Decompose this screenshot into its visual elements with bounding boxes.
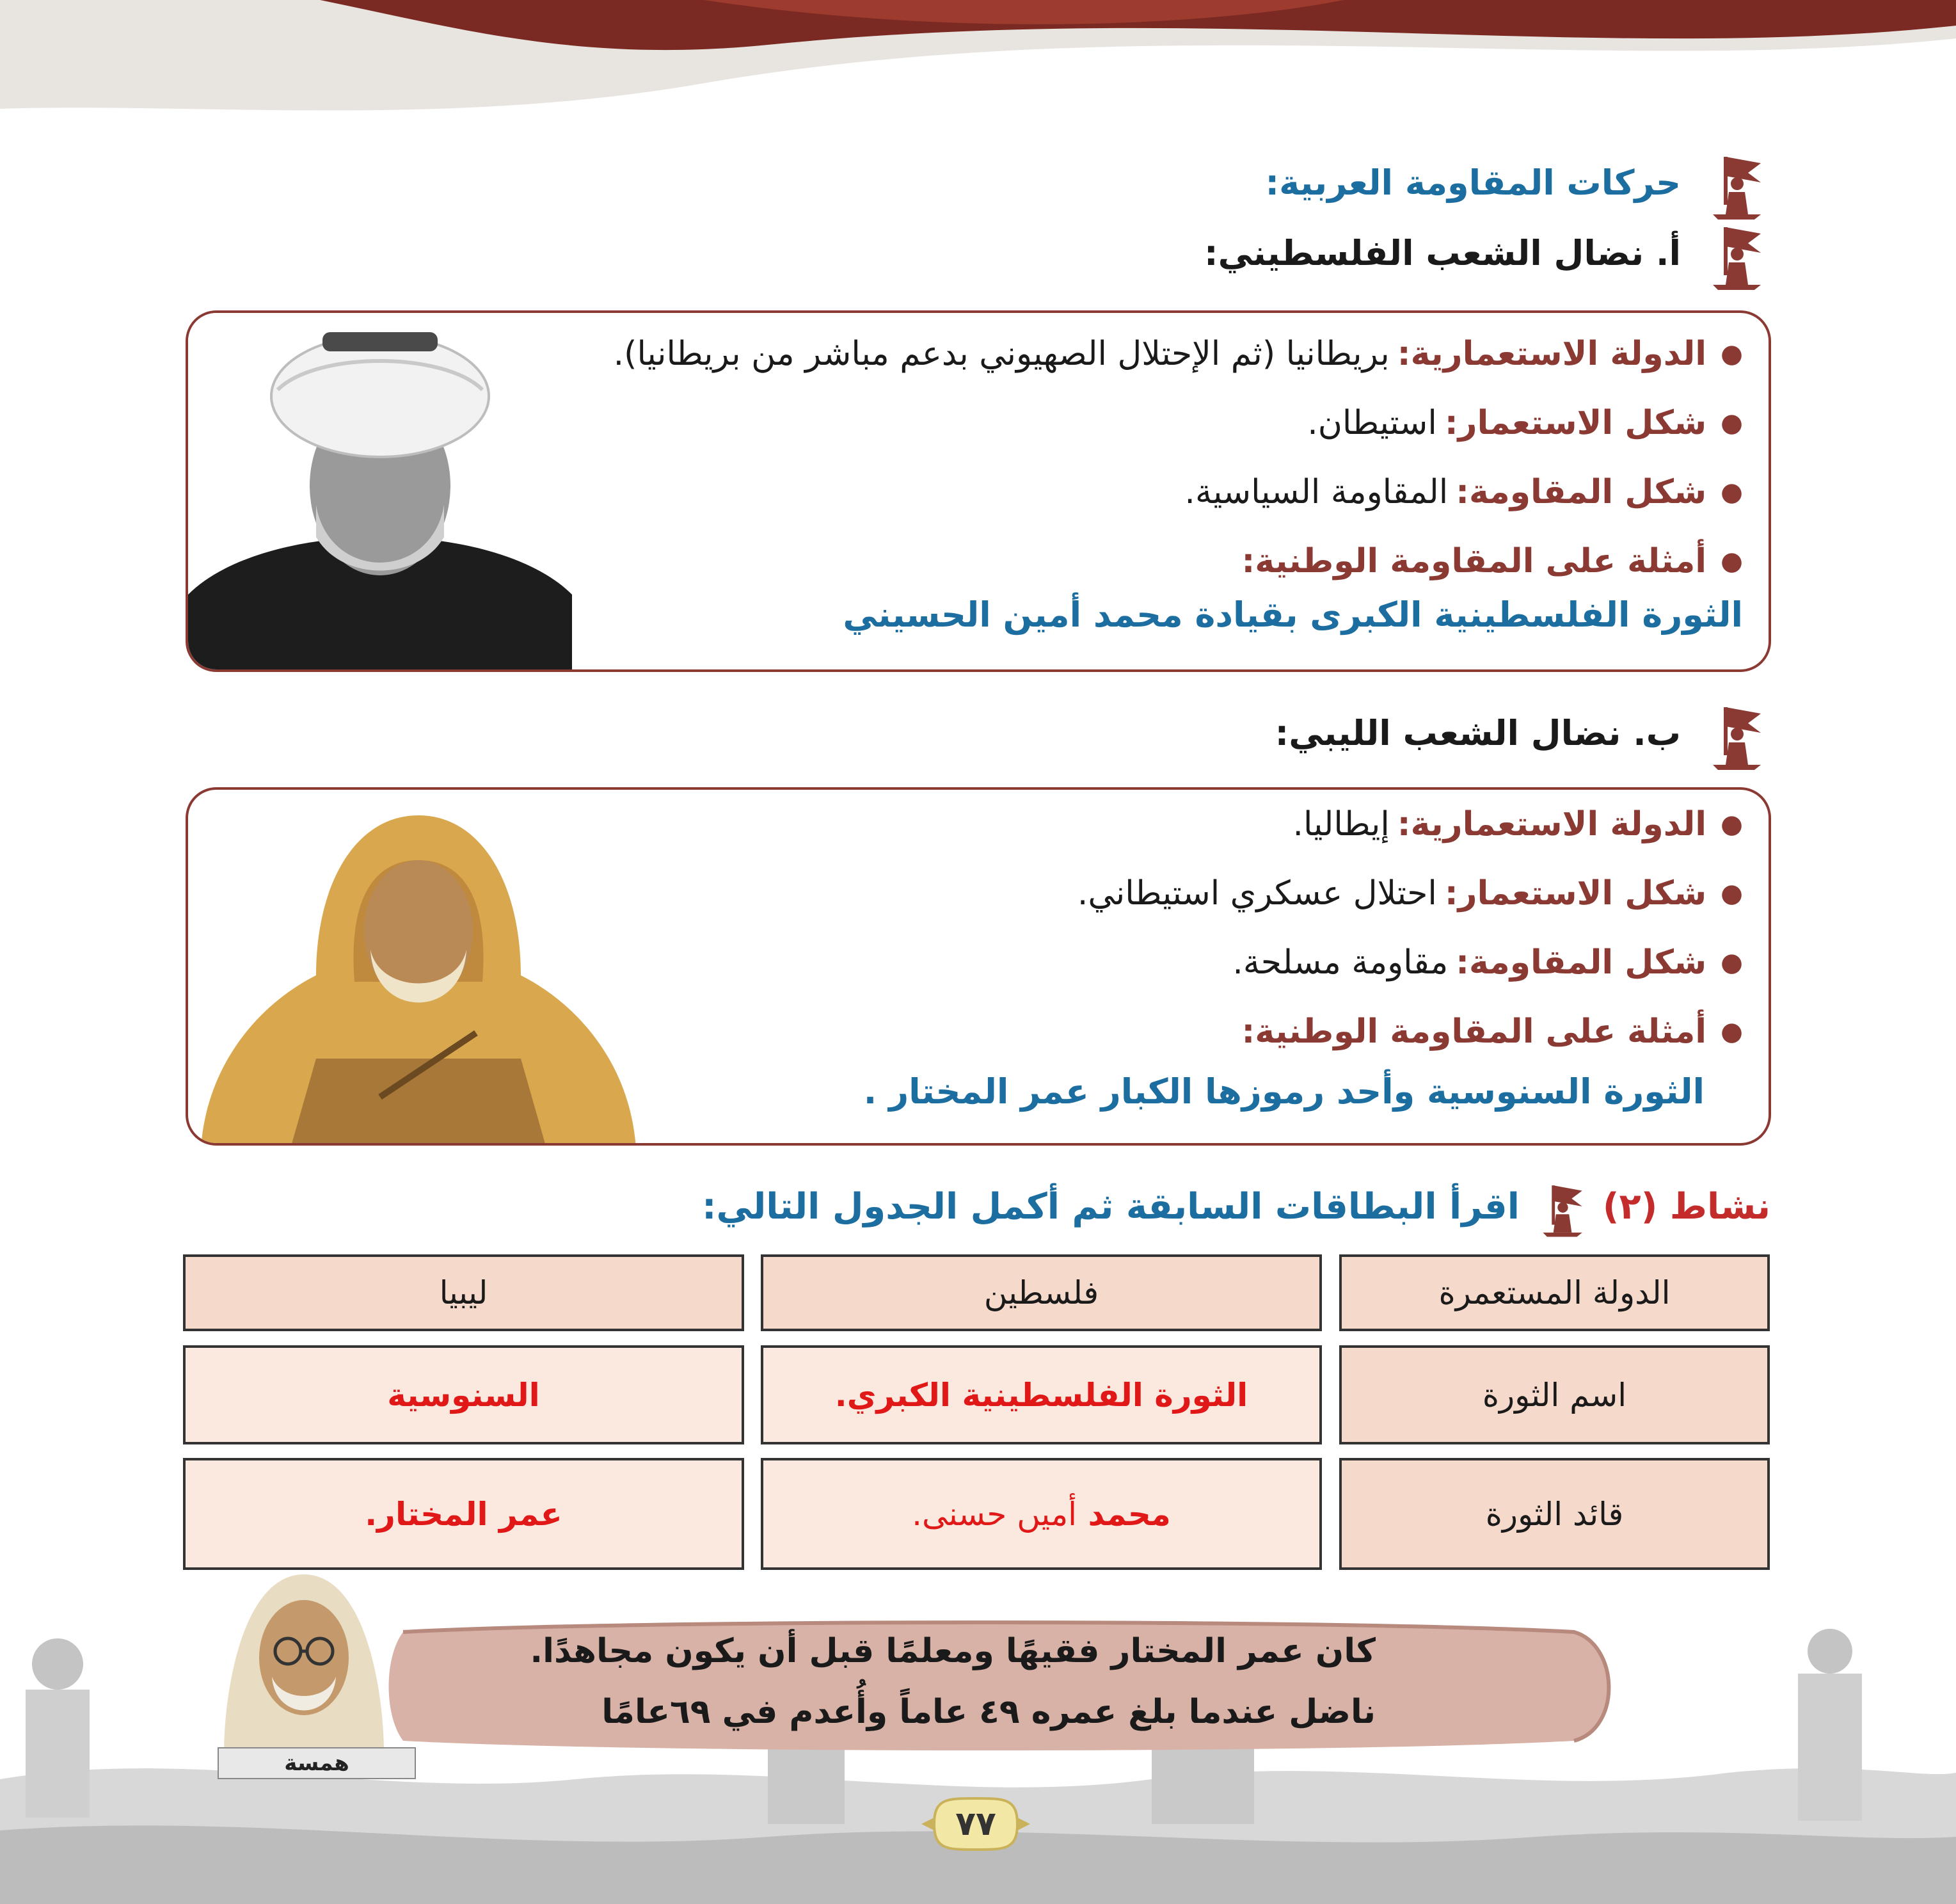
soldier-flag-icon [1532,1174,1590,1238]
palestine-example: الثورة الفلسطينية الكبرى بقيادة محمد أمين الحسيني [843,595,1743,635]
portrait-amin-al-husseini [188,313,572,672]
libya-example: الثورة السنوسية وأحد رموزها الكبار عمر المختار . [863,1071,1705,1112]
whisper-tag: همسة [218,1747,416,1779]
whisper-text-box [384,1619,1619,1754]
soldier-flag-icon [1700,214,1770,291]
soldier-flag-icon [1700,144,1770,221]
activity-heading [702,1174,1770,1238]
heading-text: أ. نضال الشعب الفلسطيني: [1204,232,1681,273]
table-cell-leader-palestine[interactable] [761,1458,1322,1570]
list-item: ● أمثلة على المقاومة الوطنية: [1241,1012,1743,1051]
heading-text: ب. نضال الشعب الليبي: [1275,712,1681,753]
list-item: ● شكل المقاومة: مقاومة مسلحة. [1232,943,1743,982]
table-header-cell: فلسطين [761,1254,1322,1331]
table-header-cell: الدولة المستعمرة [1339,1254,1770,1331]
activity-instruction: اقرأ البطاقات السابقة ثم أكمل الجدول التالي: [702,1185,1520,1228]
palestine-card [186,310,1771,672]
table-row-label: قائد الثورة [1339,1458,1770,1570]
leader-rest-name: أميں حسنى. [912,1495,1077,1533]
leader-first-name: محمد [1088,1495,1171,1533]
page-number [921,1792,1030,1856]
activity-label: نشاط (٢) [1602,1185,1770,1228]
table-cell[interactable]: الثورة الفلسطينية الكبري. [761,1345,1322,1444]
table-cell[interactable]: السنوسية [183,1345,744,1444]
table-cell[interactable]: عمر المختار. [183,1458,744,1570]
list-item: ● شكل المقاومة: المقاومة السياسية. [1184,473,1743,511]
heading-text: حركات المقاومة العربية: [1265,162,1681,203]
whisper-line-2: ناضل عندما بلغ عمره ٤٩ عاماً وأُعدم في ٦٩عامًا [601,1693,1376,1731]
section-heading [1266,144,1770,221]
palestine-facts-list [614,319,1743,596]
list-item: ● شكل الاستعمار: استيطان. [1307,404,1743,442]
list-item: ● الدولة الاستعمارية: إيطاليا. [1292,805,1743,844]
libya-facts-list [1077,790,1743,1066]
whisper-avatar [218,1562,390,1754]
portrait-omar-al-mukhtar [188,790,649,1146]
libya-card [186,787,1771,1146]
whisper-line-1: كان عمر المختار فقيهًا ومعلمًا قبل أن يكون مجاهدًا. [530,1632,1376,1670]
list-item: ● شكل الاستعمار: احتلال عسكري استيطاني. [1077,874,1743,913]
list-item: ● الدولة الاستعمارية: بريطانيا (ثم الإحتلال الصهيوني بدعم مباشر من بريطانيا). [613,335,1743,373]
table-header-cell: ليبيا [183,1254,744,1331]
page-number-text: ٧٧ [955,1805,996,1843]
palestine-heading [1204,214,1770,291]
libya-heading [1275,694,1770,771]
top-decorative-band [0,0,1956,128]
soldier-flag-icon [1700,694,1770,771]
table-row-label: اسم الثورة [1339,1345,1770,1444]
list-item: ● أمثلة على المقاومة الوطنية: [1241,542,1743,580]
